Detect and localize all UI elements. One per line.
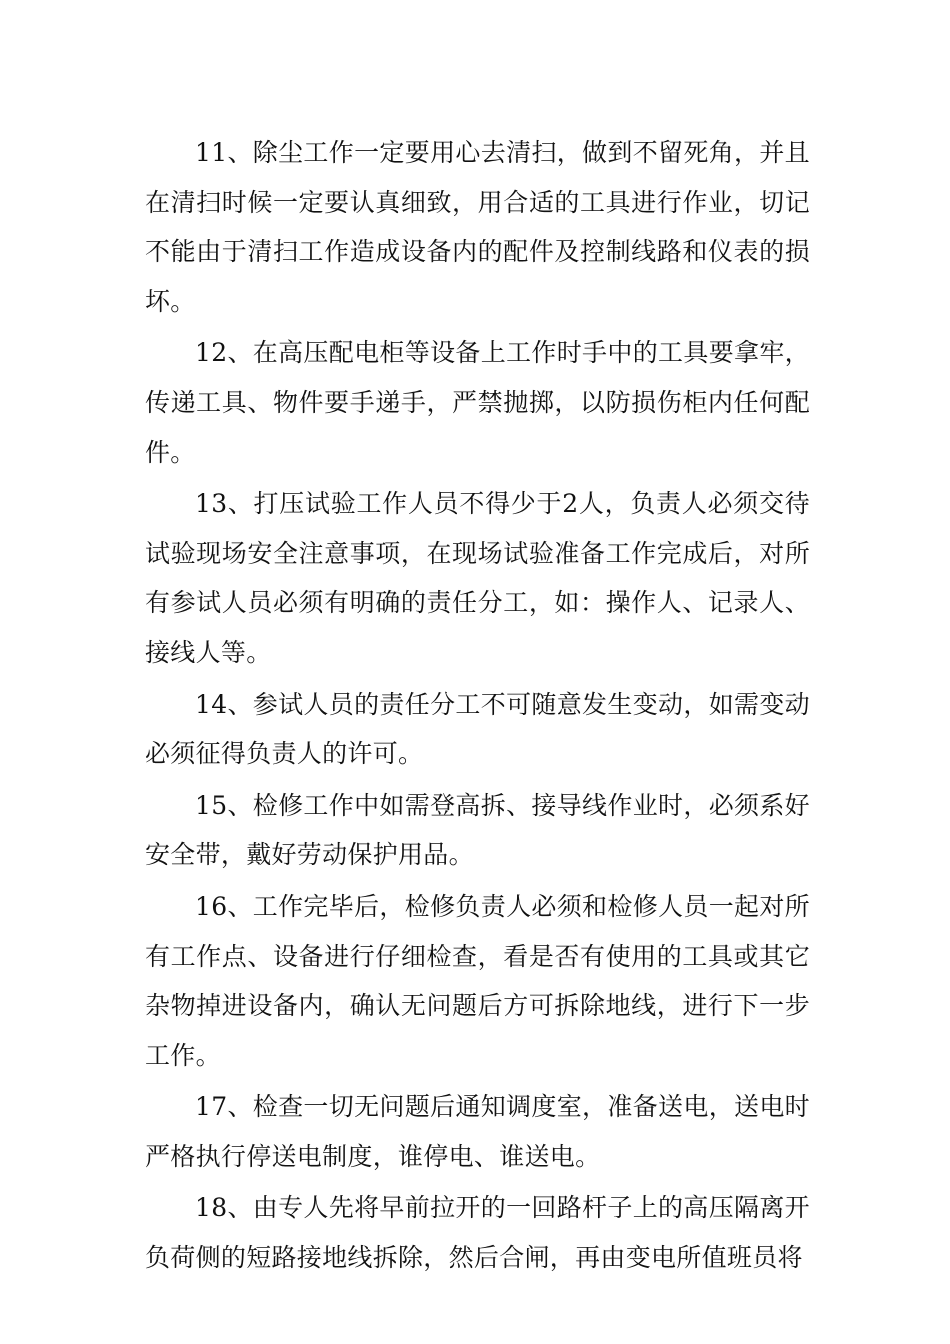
- document-body: [145, 128, 810, 1285]
- paragraph-12: 12、在高压配电柜等设备上工作时手中的工具要拿牢，传递工具、物件要手递手，严禁抛掷，以防损伤柜内任何配件。: [145, 338, 810, 467]
- paragraph-16: 16、工作完毕后，检修负责人必须和检修人员一起对所有工作点、设备进行仔细检查，看是否有使用的工具或其它杂物掉进设备内，确认无问题后方可拆除地线，进行下一步工作。: [145, 891, 810, 1070]
- paragraph-15: 15、检修工作中如需登高拆、接导线作业时，必须系好安全带，戴好劳动保护用品。: [145, 790, 810, 870]
- paragraph-13: 13、打压试验工作人员不得少于2人，负责人必须交待试验现场安全注意事项，在现场试验准备工作完成后，对所有参试人员必须有明确的责任分工，如：操作人、记录人、接线人等。: [145, 489, 810, 667]
- paragraph-11: 11、除尘工作一定要用心去清扫，做到不留死角，并且在清扫时候一定要认真细致，用合适的工具进行作业，切记不能由于清扫工作造成设备内的配件及控制线路和仪表的损坏。: [145, 138, 810, 316]
- paragraph-18: 18、由专人先将早前拉开的一回路杆子上的高压隔离开负荷侧的短路接地线拆除，然后合闸，再由变电所值班员将: [145, 1193, 810, 1273]
- paragraph-14: 14、参试人员的责任分工不可随意发生变动，如需变动必须征得负责人的许可。: [145, 689, 810, 769]
- paragraph-17: 17、检查一切无问题后通知调度室，准备送电，送电时严格执行停送电制度，谁停电、谁送电。: [145, 1092, 810, 1171]
